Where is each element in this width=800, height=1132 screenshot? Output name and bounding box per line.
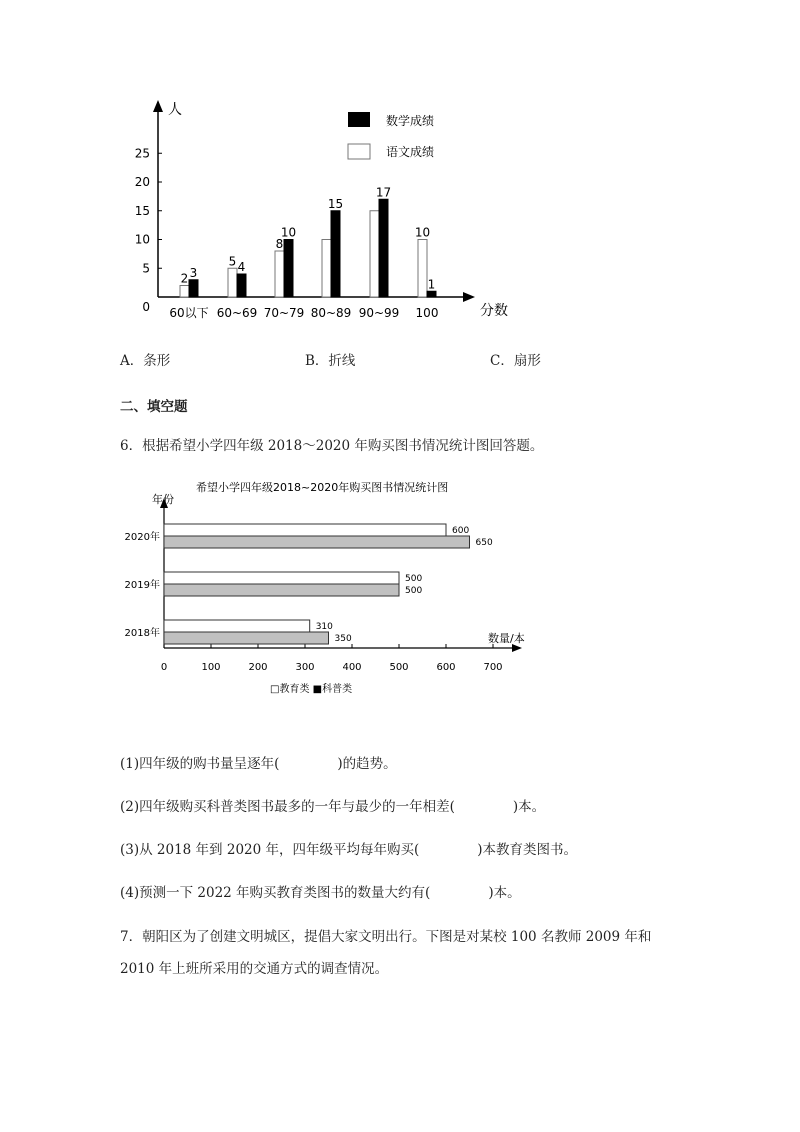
chart1-value-label: 3: [189, 265, 198, 280]
chart1-value-label: 5: [228, 254, 237, 269]
chart1-y-tick-label: 5: [142, 261, 150, 276]
question-6-2: [120, 795, 545, 815]
chart1-bar: [275, 251, 284, 297]
legend-label-math: 数学成绩: [386, 114, 435, 128]
q6-3-text-a: (3)从 2018 年到 2020 年，四年级平均每年购买(: [120, 842, 420, 858]
question-7-line2: 2010 年上班所采用的交通方式的调查情况。: [120, 961, 389, 977]
chart1-bar: [379, 199, 388, 297]
chart1-bar: [237, 274, 246, 297]
chart1-value-label: 8: [275, 237, 284, 251]
q6-3-text-b: )本教育类图书。: [477, 842, 578, 858]
chart2-x-tick-label: 700: [483, 662, 503, 673]
chart1-bar: [418, 240, 427, 298]
chart1-legend: [348, 112, 434, 159]
chart2-value-label: 600: [452, 526, 470, 536]
question-6-text: 6．根据希望小学四年级 2018～2020 年购买图书情况统计图回答题。: [120, 438, 544, 454]
chart2-x-tick-label: 200: [248, 662, 268, 673]
chart1-x-label: 分数: [480, 303, 508, 319]
chart2-category-label: 2019年: [124, 580, 160, 591]
chart1-bar: [228, 268, 237, 297]
q6-1-text-b: )的趋势。: [337, 756, 397, 772]
chart2-bar: [164, 584, 399, 596]
chart1-value-label: 17: [375, 185, 392, 200]
chart2-bar: [164, 620, 310, 632]
chart2-bar: [164, 632, 329, 644]
chart1-x-arrow: [463, 292, 475, 302]
section-title: 二、填空题: [120, 399, 188, 415]
q6-1-text-a: (1)四年级的购书量呈逐年(: [120, 756, 280, 772]
option-b: B．折线: [305, 353, 356, 369]
chart2-x-tick-label: 600: [436, 662, 456, 673]
chart1-y-tick-label: 15: [134, 203, 150, 218]
chart1-value-label: 10: [280, 225, 297, 240]
chart1-y-arrow: [153, 100, 163, 112]
chart1-bar: [370, 211, 379, 297]
chart1-category-label: 60~69: [216, 306, 258, 320]
chart2-title: 希望小学四年级2018~2020年购买图书情况统计图: [196, 481, 449, 494]
chart1-y-tick-label: 10: [134, 232, 150, 247]
chart2-bar: [164, 572, 399, 584]
book-purchase-bar-chart: [120, 472, 540, 704]
chart2-x-tick-label: 500: [389, 662, 409, 673]
chart2-value-label: 650: [475, 538, 493, 548]
chart2-value-label: 310: [315, 622, 333, 632]
chart1-bar: [331, 211, 340, 297]
option-a: A．条形: [120, 353, 171, 369]
chart1-category-label: 70~79: [263, 306, 305, 320]
chart1-y-tick-label: 20: [134, 175, 150, 189]
q6-2-text-a: (2)四年级购买科普类图书最多的一年与最少的一年相差(: [120, 799, 455, 815]
chart1-bar: [427, 291, 436, 297]
chart2-x-arrow: [512, 644, 522, 652]
chart2-x-tick-label: 400: [342, 662, 362, 673]
chart1-bar: [189, 280, 198, 297]
chart2-x-label: 数量/本: [488, 632, 525, 645]
chart2-bar: [164, 524, 446, 536]
chart2-x-tick-label: 100: [201, 662, 221, 673]
q6-4-text-b: )本。: [488, 885, 521, 901]
chart1-value-label: 1: [427, 277, 436, 292]
chart1-y-tick-label: 0: [142, 300, 150, 314]
chart1-category-label: 100: [415, 306, 439, 320]
chart2-x-tick-label: 0: [160, 662, 168, 673]
chart1-value-label: 4: [237, 260, 246, 274]
chart2-legend: □教育类 ■科普类: [270, 684, 353, 695]
legend-swatch-math: [348, 112, 370, 127]
chart1-bars: [180, 196, 436, 297]
chart2-value-label: 500: [405, 586, 423, 596]
legend-swatch-chinese: [348, 144, 370, 159]
chart1-value-label: 2: [180, 271, 189, 286]
chart2-value-label: 500: [405, 574, 423, 584]
chart1-bar: [322, 240, 331, 298]
chart1-y-label: 人: [168, 102, 182, 118]
chart2-bar: [164, 536, 470, 548]
chart2-y-label: 年份: [152, 493, 174, 506]
question-6-4: [120, 881, 521, 901]
chart1-category-label: 90~99: [358, 306, 400, 320]
chart2-x-tick-label: 300: [295, 662, 315, 673]
option-c: C．扇形: [490, 353, 541, 369]
chart1-y-tick-label: 25: [134, 146, 150, 161]
score-bar-chart: [130, 92, 520, 328]
q6-4-text-a: (4)预测一下 2022 年购买教育类图书的数量大约有(: [120, 885, 431, 901]
chart1-category-label: 80~89: [310, 306, 352, 320]
chart1-value-label: 15: [327, 196, 344, 211]
q6-2-text-b: )本。: [512, 799, 546, 815]
question-6-1: [120, 752, 397, 772]
legend-label-chinese: 语文成绩: [386, 145, 435, 159]
question-6-3: [120, 838, 577, 858]
chart1-bar: [180, 286, 189, 298]
chart2-category-label: 2020年: [124, 532, 160, 543]
chart2-value-label: 350: [334, 634, 352, 644]
chart1-bar: [284, 240, 293, 298]
chart2-category-label: 2018年: [124, 628, 160, 639]
chart1-labels: [169, 185, 438, 320]
question-7-line1: 7．朝阳区为了创建文明城区，提倡大家文明出行。下图是对某校 100 名教师 2009 年和: [120, 929, 652, 945]
chart1-value-label: 10: [414, 225, 431, 240]
chart1-category-label: 60以下: [169, 306, 209, 320]
